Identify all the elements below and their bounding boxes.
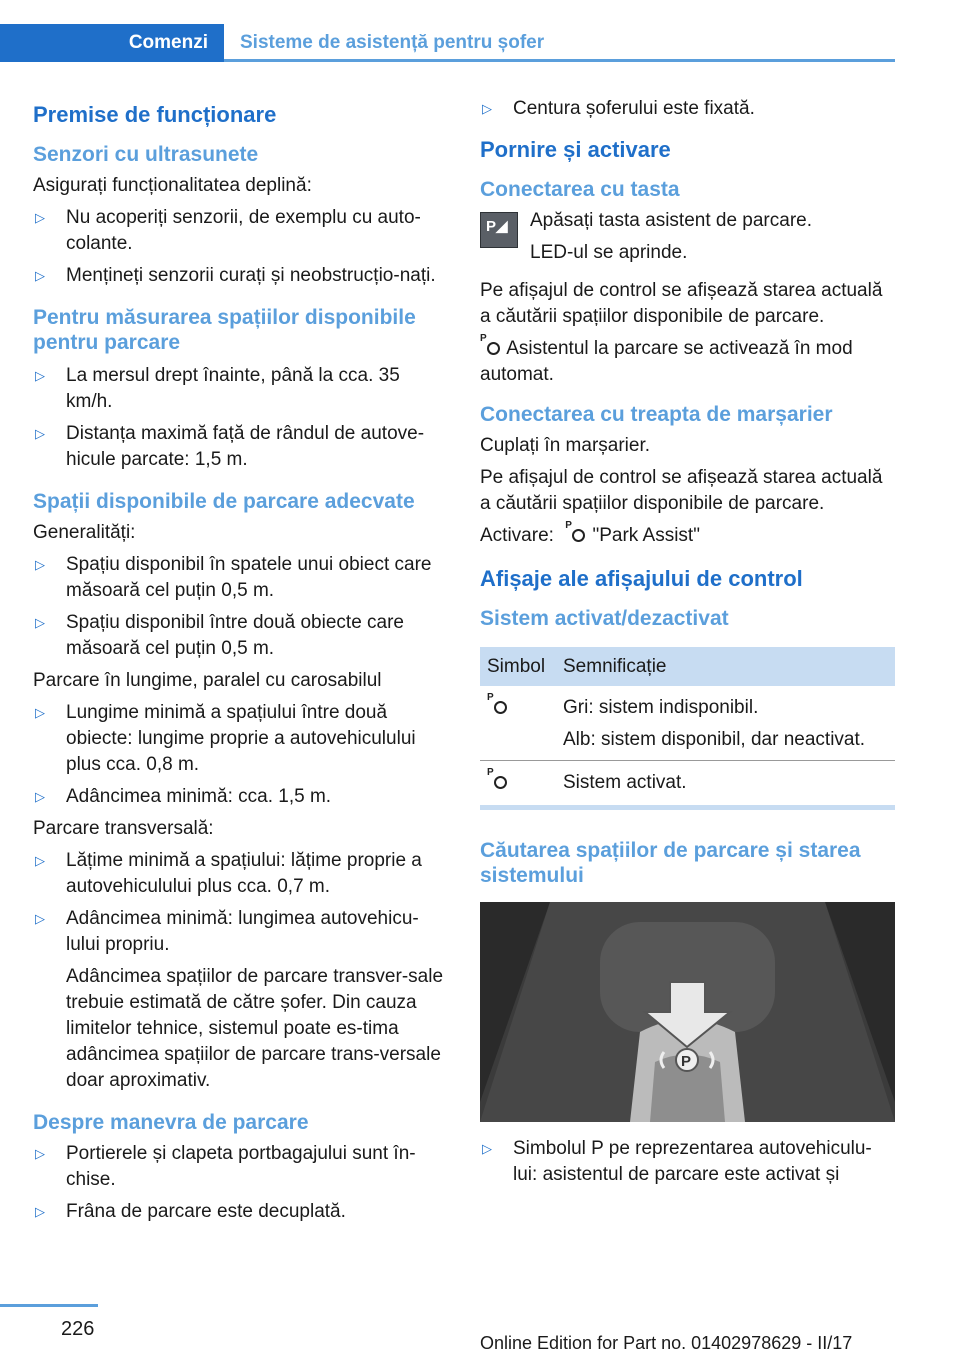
bullet-triangle-icon: ▷ xyxy=(35,210,45,225)
bullet-triangle-icon: ▷ xyxy=(35,853,45,868)
text-activeaza: P Asistentul la parcare se activează în mod automat. xyxy=(480,333,853,385)
park-assist-key-icon: P◢ xyxy=(480,212,518,248)
bullet-triangle-icon: ▷ xyxy=(35,557,45,572)
heading-afisaje: Afișaje ale afișajului de control xyxy=(480,566,803,591)
list-item: ▷ Simbolul P pe reprezentarea autovehiculu-lui: asistentul de parcare este activat și xyxy=(482,1138,872,1185)
col-semnificatie: Semnificație xyxy=(563,647,895,686)
bullet-triangle-icon: ▷ xyxy=(35,705,45,720)
text-afisaj2: Pe afișajul de control se afișează starea actuală a căutării spațiilor disponibile de parcare. xyxy=(480,467,883,514)
table-header xyxy=(480,647,895,686)
header-rule xyxy=(224,59,895,62)
text-cuplati: Cuplați în marșarier. xyxy=(480,435,651,456)
park-assist-icon: P xyxy=(480,337,502,357)
heading-pornire: Pornire și activare xyxy=(480,137,671,162)
text-transversal-note: Adâncimea spațiilor de parcare transver-sale trebuie estimată de către șofer. Din cauza limitelor tehnice, sistemul poate es-tima adâncimea spațiilor de parcare trans-versale doar aproximativ. xyxy=(66,966,444,1091)
bullet-triangle-icon: ▷ xyxy=(482,101,492,116)
list-item: ▷ La mersul drept înainte, până la cca. 35 km/h. xyxy=(35,365,400,412)
heading-sistem: Sistem activat/dezactivat xyxy=(480,607,729,630)
text-lungime: Parcare în lungime, paralel cu carosabilul xyxy=(33,670,382,691)
text-afisaj1: Pe afișajul de control se afișează starea actuală a căutării spațiilor disponibile de parcare. xyxy=(480,280,883,327)
list-item: ▷ Centura șoferului este fixată. xyxy=(480,96,895,122)
right-column xyxy=(480,96,895,1194)
table-row: P Gri: sistem indisponibil. Alb: sistem disponibil, dar neactivat. xyxy=(480,686,895,761)
list-item: ▷ Nu acoperiți senzorii, de exemplu cu auto-colante. xyxy=(35,207,421,254)
heading-tasta: Conectarea cu tasta xyxy=(480,178,680,201)
edition-text: Online Edition for Part no. 01402978629 - II/17 xyxy=(480,1333,853,1353)
list-item: ▷ Mențineți senzorii curați și neobstrucțio-nați. xyxy=(33,263,445,289)
list-item: ▷ Spațiu disponibil în spatele unui obiect care măsoară cel puțin 0,5 m. xyxy=(35,554,432,601)
svg-text:P: P xyxy=(681,1053,692,1070)
text-generalitati: Generalități: xyxy=(33,522,136,543)
heading-manevra: Despre manevra de parcare xyxy=(33,1111,309,1134)
text-transversala: Parcare transversală: xyxy=(33,818,214,839)
page-header xyxy=(0,24,895,62)
list-item: ▷ Lățime minimă a spațiului: lățime proprie a autovehiculului plus cca. 0,7 m. xyxy=(35,850,422,897)
bullet-triangle-icon: ▷ xyxy=(482,1141,492,1156)
list-item: ▷ Portierele și clapeta portbagajului sunt în-chise. xyxy=(35,1143,416,1190)
left-column xyxy=(33,96,445,1231)
bullet-triangle-icon: ▷ xyxy=(35,1204,45,1219)
text-activare: Activare: P "Park Assist" xyxy=(480,520,700,546)
table-row: P Sistem activat. xyxy=(487,767,687,793)
text-tasta-step2: LED-ul se aprinde. xyxy=(530,242,688,263)
symbol-table xyxy=(480,647,895,803)
heading-senzori: Senzori cu ultrasunete xyxy=(33,143,259,166)
table-end-bar xyxy=(480,805,895,810)
bullet-triangle-icon: ▷ xyxy=(35,789,45,804)
heading-premise: Premise de funcționare xyxy=(33,102,277,127)
list-item: ▷ Frâna de parcare este decuplată. xyxy=(33,1199,445,1225)
heading-masurare: Pentru măsurarea spațiilor disponibile pentru parcare xyxy=(33,306,416,354)
list-item: ▷ Adâncimea minimă: lungimea autovehicu-lului propriu. Adâncimea spațiilor de parcare transver-sale trebuie estimată de către șofer. Din cauza limitelor tehnice, sistemul poate es-tima adâncimea spațiilor de parcare trans-versale doar aproximativ. xyxy=(33,906,445,1094)
bullet-triangle-icon: ▷ xyxy=(35,426,45,441)
bullet-triangle-icon: ▷ xyxy=(35,1146,45,1161)
section-title: Sisteme de asistență pentru șofer xyxy=(240,32,545,53)
text-asigurati: Asigurați funcționalitatea deplină: xyxy=(33,175,312,196)
bullet-triangle-icon: ▷ xyxy=(35,911,45,926)
bullet-triangle-icon: ▷ xyxy=(35,268,45,283)
list-item: ▷ Lungime minimă a spațiului între două obiecte: lungime proprie a autovehiculului plus cca. 0,8 m. xyxy=(35,702,416,775)
key-step xyxy=(480,208,895,272)
heading-spatii: Spații disponibile de parcare adecvate xyxy=(33,490,415,513)
park-assist-icon: P xyxy=(565,524,587,544)
col-simbol: Simbol xyxy=(480,647,563,686)
list-item: ▷ Adâncimea minimă: cca. 1,5 m. xyxy=(33,784,445,810)
chapter-tab: Comenzi xyxy=(0,24,224,62)
park-assist-active-icon: P xyxy=(487,771,509,791)
page-number: 226 xyxy=(61,1318,95,1340)
list-item: ▷ Distanța maximă față de rândul de autove-hicule parcate: 1,5 m. xyxy=(35,423,425,470)
list-item: ▷ Spațiu disponibil între două obiecte care măsoară cel puțin 0,5 m. xyxy=(35,612,405,659)
bullet-triangle-icon: ▷ xyxy=(35,615,45,630)
park-assist-icon: P xyxy=(487,696,509,716)
bullet-triangle-icon: ▷ xyxy=(35,368,45,383)
text-tasta-step1: Apăsați tasta asistent de parcare. xyxy=(530,210,812,231)
heading-cautare: Căutarea spațiilor de parcare și starea sistemului xyxy=(480,839,861,887)
footer-rule xyxy=(0,1304,98,1307)
park-assist-display-illustration xyxy=(480,902,895,1122)
heading-marsarier: Conectarea cu treapta de marșarier xyxy=(480,403,833,426)
